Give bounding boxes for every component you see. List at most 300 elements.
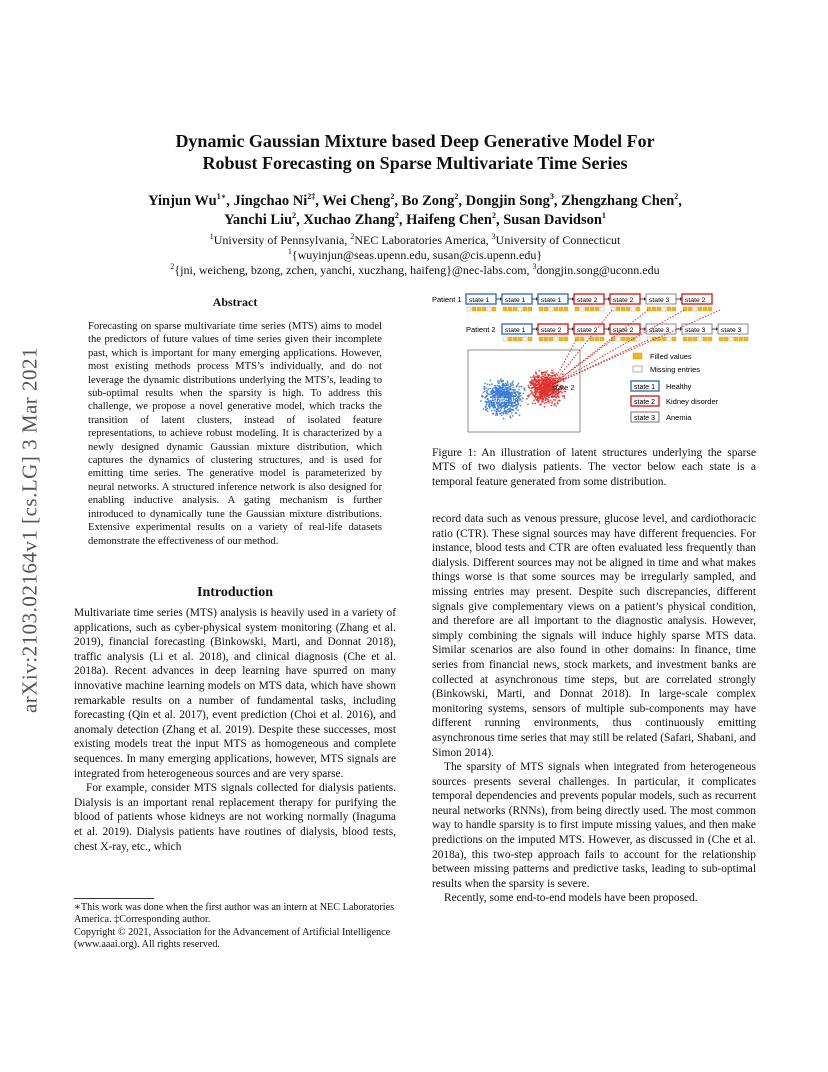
cluster-point	[562, 373, 564, 375]
cluster-point	[494, 410, 496, 412]
cluster-point	[547, 390, 549, 392]
filled-value-cell	[672, 307, 676, 311]
cluster-point	[480, 400, 482, 402]
missing-entry-cell	[693, 307, 697, 311]
cluster-point	[517, 384, 519, 386]
missing-entry-cell	[698, 337, 702, 341]
state-box-label: state 3	[649, 297, 670, 304]
patient-1-state-row	[466, 294, 712, 311]
author-name: Zhengzhang Chen	[561, 193, 675, 209]
filled-value-cell	[492, 307, 496, 311]
cluster-point	[538, 383, 540, 385]
cluster-point	[510, 410, 512, 412]
cluster-point	[562, 395, 564, 397]
cluster-point	[527, 385, 529, 387]
filled-value-cell	[549, 337, 553, 341]
state-box	[646, 324, 676, 334]
cluster-point	[498, 410, 500, 412]
affil-sup: 1	[209, 232, 214, 241]
legend-filled-label: Filled values	[650, 352, 692, 361]
cluster-point	[507, 405, 509, 407]
cluster-point	[497, 380, 499, 382]
cluster-point	[498, 392, 500, 394]
missing-entry-cell	[487, 307, 491, 311]
patient-2-state-row	[502, 324, 748, 341]
cluster-point	[483, 392, 485, 394]
cluster-point	[552, 372, 554, 374]
legend-state-3	[631, 412, 692, 422]
paragraph: For example, consider MTS signals collected for dialysis patients. Dialysis is an important renal replacement therapy for purifying the blood of patients whose kidneys are not working normally (Inaguma et al. 2019). Dialysis patients have routines of dialysis, blood tests, chest X-ray, etc., which	[74, 782, 396, 853]
filled-value-cell	[518, 337, 522, 341]
author-name: Wei Cheng	[322, 193, 391, 209]
cluster-point	[564, 397, 566, 399]
cluster-point	[507, 392, 509, 394]
author-name: Jingchao Ni	[233, 193, 308, 209]
cluster-point	[500, 380, 502, 382]
cluster-point	[489, 379, 491, 381]
cluster-point	[504, 405, 506, 407]
cluster-point	[540, 394, 542, 396]
copyright-note: Copyright © 2021, Association for the Advancement of Artificial Intelligence (www.aaai.org). All rights reserved.	[74, 926, 391, 951]
filled-value-cell	[739, 337, 743, 341]
cluster-point	[523, 393, 525, 395]
state-box-label: state 3	[649, 327, 670, 334]
cluster-point	[503, 389, 505, 391]
cluster-point	[512, 405, 514, 407]
affiliation-line-2	[90, 248, 740, 263]
cluster-point	[539, 389, 541, 391]
figure-1	[430, 290, 762, 435]
cluster-point	[546, 385, 548, 387]
state-box-label: state 3	[721, 327, 742, 334]
caption-text: Figure 1: An illustration of latent structures underlying the sparse MTS of two dialysis patients. The vector below each state is a temporal feature generated from some distribution.	[432, 447, 756, 488]
missing-entry-cell	[523, 337, 527, 341]
cluster-point	[552, 401, 554, 403]
cluster-point	[519, 386, 521, 388]
cluster-point	[487, 383, 489, 385]
cluster-point	[507, 384, 509, 386]
right-column-text	[432, 512, 756, 906]
cluster-point	[533, 395, 535, 397]
cluster-point	[540, 385, 542, 387]
cluster-point	[532, 376, 534, 378]
cluster-point	[546, 378, 548, 380]
cluster-point	[544, 380, 546, 382]
cluster-point	[518, 383, 520, 385]
cluster-point	[554, 403, 556, 405]
missing-entry-cell	[600, 307, 604, 311]
filled-value-cell	[595, 337, 599, 341]
filled-value-cell	[600, 337, 604, 341]
affil-sup: 2	[170, 262, 175, 271]
filled-value-cell	[652, 307, 656, 311]
missing-entry-cell	[503, 337, 507, 341]
filled-value-cell	[544, 337, 548, 341]
filled-value-cell	[693, 337, 697, 341]
cluster-point	[527, 404, 529, 406]
filled-value-cell	[719, 337, 723, 341]
filled-value-cell	[513, 307, 517, 311]
state-box-label: state 2	[613, 327, 634, 334]
cluster-point	[510, 384, 512, 386]
abstract-paragraph: Forecasting on sparse multivariate time series (MTS) aims to model the predictors of future values of time series given their incomplete past, which is important for many emerging applications. However, most existing methods process MTS’s individually, and do not leverage the dynamic distributions underlying the MTS’s, leading to sub-optimal results when the sparsity is high. To address this challenge, we propose a novel generative model, which tracks the transition of latent clusters, instead of isolated feature representations, to achieve robust modeling. It is characterized by a newly designed dynamic Gaussian mixture distribution, which captures the dynamics of clustering structures, and is used for emitting time series. The generative model is parameterized by neural networks. A structured inference network is also designed for enabling inductive analysis. A gating mechanism is further introduced to dynamically tune the Gaussian mixture distributions. Extensive experimental results on a variety of real-life datasets demonstrate the effectiveness of our method.	[88, 321, 382, 547]
cluster-point	[540, 396, 542, 398]
filled-value-cell	[575, 307, 579, 311]
cluster-point	[545, 397, 547, 399]
missing-entry-cell	[549, 307, 553, 311]
filled-value-cell	[508, 337, 512, 341]
cluster-label-state-1: state 1	[492, 395, 515, 404]
cluster-point	[503, 391, 505, 393]
state-box-label: state 2	[577, 327, 598, 334]
cluster-point	[533, 400, 535, 402]
legend-state-1-code: state 1	[634, 384, 656, 391]
filled-value-cell	[585, 307, 589, 311]
cluster-point	[548, 388, 550, 390]
filled-value-cell	[703, 337, 707, 341]
cluster-point	[486, 393, 488, 395]
legend-state-1-label: Healthy	[666, 382, 692, 391]
author-sup: 1∗	[216, 192, 227, 202]
cluster-point	[561, 392, 563, 394]
cluster-point	[497, 382, 499, 384]
cluster-point	[542, 374, 544, 376]
paragraph: Multivariate time series (MTS) analysis is heavily used in a variety of applications, such as cyber-physical system monitoring (Zhang et al. 2019), financial forecasting (Binkowski, Marti, and Donnat 2018), traffic analysis (Li et al. 2018), and clinical diagnosis (Che et al. 2018a). Recent advances in deep learning have spurred on many innovative machine learning models on MTS data, which have shown remarkable results on a number of fundamental tasks, including forecasting (Qin et al. 2017), event prediction (Choi et al. 2016), and anomaly detection (Zhang et al. 2019). Despite these successes, most existing models treat the input MTS as homogeneous and complete sequences. In many emerging applications, however, MTS signals are integrated from heterogeneous sources and are very sparse.	[74, 607, 396, 780]
cluster-point	[554, 374, 556, 376]
cluster-point	[534, 376, 536, 378]
patient-1-label: Patient 1	[432, 295, 462, 304]
state-box	[538, 324, 568, 334]
cluster-point	[540, 387, 542, 389]
filled-value-cell	[734, 337, 738, 341]
legend-state-2-code: state 2	[634, 399, 656, 406]
cluster-point	[550, 405, 552, 407]
footnote-note: ∗This work was done when the first author was an intern at NEC Laboratories America. ‡Corresponding author.	[74, 902, 395, 926]
author-name: Yanchi Liu	[224, 212, 293, 228]
cluster-point	[552, 375, 554, 377]
filled-value-cell	[528, 337, 532, 341]
author-sup: 2	[491, 211, 496, 221]
cluster-point	[528, 396, 530, 398]
cluster-point	[545, 394, 547, 396]
cluster-point	[488, 399, 490, 401]
cluster-point	[493, 392, 495, 394]
introduction-text	[74, 606, 396, 854]
filled-value-cell	[626, 337, 630, 341]
cluster-point	[489, 406, 491, 408]
cluster-point	[482, 396, 484, 398]
cluster-point	[503, 413, 505, 415]
filled-value-cell	[590, 307, 594, 311]
cluster-point	[552, 396, 554, 398]
state-box-label: state 3	[685, 327, 706, 334]
cluster-point	[540, 398, 542, 400]
cluster-point	[546, 370, 548, 372]
cluster-point	[547, 398, 549, 400]
filled-value-cell	[559, 307, 563, 311]
cluster-point	[547, 395, 549, 397]
filled-value-cell	[662, 337, 666, 341]
cluster-point	[536, 384, 538, 386]
cluster-point	[496, 412, 498, 414]
filled-value-cell	[688, 307, 692, 311]
cluster-point	[491, 405, 493, 407]
filled-value-cell	[523, 307, 527, 311]
cluster-point	[501, 407, 503, 409]
cluster-point	[487, 410, 489, 412]
filled-value-cell	[544, 307, 548, 311]
missing-entry-cell	[467, 307, 471, 311]
cluster-point	[545, 372, 547, 374]
cluster-point	[551, 393, 553, 395]
filled-value-cell	[477, 307, 481, 311]
affil-sup: 3	[491, 232, 496, 241]
cluster-point	[522, 397, 524, 399]
cluster-point	[555, 405, 557, 407]
cluster-point	[499, 380, 501, 382]
cluster-point	[502, 380, 504, 382]
affil-emails: dongjin.song@uconn.edu	[536, 263, 660, 277]
paragraph: record data such as venous pressure, glucose level, and cardiothoracic ratio (CTR). These signal sources may have different frequencies. For instance, blood tests and CTR are often evaluated less frequently than dialysis. Different sources may not be aligned in time and what makes things worse is that some sources may be irregularly sampled, and missing entries may present. Despite such discrepancies, different signals give complementary views on a patient’s physical condition, and therefore are all important to the diagnostic analysis. However, simply combining the signals will induce highly sparse MTS data. Similar scenarios are also found in other domains: In finance, time series from financial news, stock markets, and investment banks are collected at asynchronous time steps, but are correlated strongly (Binkowski, Marti, and Donnat 2018). In large-scale complex monitoring systems, sensors of multiple sub-components may have different running environments, thus continuously emitting asynchronous time series that may still be related (Safari, Shabani, and Simon 2014).	[432, 513, 756, 759]
author-name: Susan Davidson	[503, 212, 602, 228]
state-box	[538, 294, 568, 304]
legend-state-2-label: Kidney disorder	[666, 397, 719, 406]
cluster-point	[485, 387, 487, 389]
dotted-assignment-line	[552, 340, 612, 385]
cluster-point	[542, 372, 544, 374]
cluster-point	[528, 386, 530, 388]
state-box	[502, 294, 532, 304]
filled-value-cell	[539, 307, 543, 311]
filled-value-cell	[554, 307, 558, 311]
section-heading-introduction: Introduction	[197, 585, 273, 600]
missing-entry-cell	[667, 337, 671, 341]
filled-value-cell	[667, 307, 671, 311]
cluster-point	[497, 406, 499, 408]
cluster-point	[533, 392, 535, 394]
affil-sup: 1	[287, 247, 292, 256]
cluster-point	[544, 377, 546, 379]
filled-value-cell	[698, 307, 702, 311]
state-box	[718, 324, 748, 334]
cluster-point	[532, 402, 534, 404]
author-name: Xuchao Zhang	[303, 212, 395, 228]
filled-value-cell	[636, 307, 640, 311]
title-line-1: Dynamic Gaussian Mixture based Deep Generative Model For	[175, 131, 655, 151]
cluster-point	[484, 383, 486, 385]
cluster-point	[555, 392, 557, 394]
filled-value-cell	[672, 337, 676, 341]
cluster-point	[497, 408, 499, 410]
author-sup: 3	[549, 192, 554, 202]
cluster-point	[538, 376, 540, 378]
state-box-label: state 2	[613, 297, 634, 304]
author-name: Bo Zong	[401, 193, 455, 209]
cluster-point	[491, 383, 493, 385]
footnote-rule	[74, 898, 154, 899]
cluster-label-state-2: state 2	[552, 383, 575, 392]
missing-entry-cell	[662, 307, 666, 311]
patient-2-label: Patient 2	[466, 325, 496, 334]
author-sup: 2	[292, 211, 297, 221]
cluster-point	[489, 384, 491, 386]
cluster-point	[485, 407, 487, 409]
cluster-point	[543, 383, 545, 385]
dotted-assignment-line	[552, 310, 612, 385]
cluster-point	[484, 397, 486, 399]
state-box	[646, 294, 676, 304]
legend-missing-label: Missing entries	[650, 365, 701, 374]
cluster-point	[550, 379, 552, 381]
abstract-text	[88, 320, 382, 548]
filled-value-cell	[631, 337, 635, 341]
cluster-point	[515, 405, 517, 407]
cluster-point	[483, 408, 485, 410]
cluster-point	[491, 410, 493, 412]
filled-value-cell	[616, 307, 620, 311]
cluster-point	[520, 405, 522, 407]
cluster-point	[497, 414, 499, 416]
cluster-point	[535, 382, 537, 384]
legend-state-3-code: state 3	[634, 415, 656, 422]
cluster-point	[539, 370, 541, 372]
cluster-point	[495, 387, 497, 389]
cluster-point	[530, 377, 532, 379]
missing-entry-cell	[636, 337, 640, 341]
cluster-point	[486, 390, 488, 392]
footnote	[74, 898, 396, 952]
missing-entry-cell	[631, 307, 635, 311]
cluster-point	[493, 413, 495, 415]
cluster-point	[507, 382, 509, 384]
cluster-point	[512, 415, 514, 417]
cluster-point	[517, 409, 519, 411]
cluster-point	[563, 395, 565, 397]
cluster-point	[516, 386, 518, 388]
cluster-point	[542, 380, 544, 382]
state-box	[682, 294, 712, 304]
cluster-point	[545, 382, 547, 384]
cluster-point	[543, 389, 545, 391]
cluster-point	[532, 387, 534, 389]
cluster-point	[544, 406, 546, 408]
missing-entry-cell	[554, 337, 558, 341]
cluster-point	[516, 406, 518, 408]
cluster-point	[556, 395, 558, 397]
author-sup: 2‡	[307, 192, 316, 202]
cluster-point	[538, 394, 540, 396]
cluster-point	[546, 402, 548, 404]
cluster-point	[550, 377, 552, 379]
cluster-point	[535, 373, 537, 375]
cluster-point	[488, 405, 490, 407]
cluster-point	[553, 377, 555, 379]
cluster-point	[529, 381, 531, 383]
cluster-point	[551, 370, 553, 372]
cluster-point	[542, 397, 544, 399]
state-box-label: state 1	[541, 297, 562, 304]
cluster-point	[487, 388, 489, 390]
affiliation-line-1	[90, 233, 740, 248]
filled-value-cell	[621, 307, 625, 311]
cluster-point	[513, 387, 515, 389]
filled-value-cell	[688, 337, 692, 341]
filled-value-cell	[503, 307, 507, 311]
filled-value-cell	[580, 337, 584, 341]
affiliations	[90, 233, 740, 278]
cluster-point	[509, 392, 511, 394]
cluster-point	[492, 390, 494, 392]
cluster-point	[511, 383, 513, 385]
cluster-point	[514, 392, 516, 394]
cluster-point	[499, 387, 501, 389]
cluster-point	[541, 376, 543, 378]
cluster-point	[543, 379, 545, 381]
cluster-point	[542, 399, 544, 401]
cluster-point	[501, 415, 503, 417]
cluster-point	[534, 403, 536, 405]
cluster-point	[503, 384, 505, 386]
cluster-point	[515, 400, 517, 402]
cluster-point	[521, 386, 523, 388]
cluster-point	[519, 398, 521, 400]
state-box	[610, 324, 640, 334]
cluster-point	[538, 380, 540, 382]
cluster-point	[512, 380, 514, 382]
cluster-point	[500, 413, 502, 415]
state-box	[574, 324, 604, 334]
cluster-point	[515, 408, 517, 410]
cluster-point	[548, 383, 550, 385]
cluster-point	[506, 412, 508, 414]
author-sup: 2	[454, 192, 459, 202]
filled-value-cell	[657, 307, 661, 311]
author-sup: 2	[674, 192, 679, 202]
cluster-point	[539, 404, 541, 406]
cluster-point	[519, 414, 521, 416]
state-box-label: state 1	[505, 297, 526, 304]
cluster-point	[534, 387, 536, 389]
cluster-point	[485, 401, 487, 403]
filled-value-cell	[472, 307, 476, 311]
filled-value-cell	[708, 337, 712, 341]
cluster-point	[505, 388, 507, 390]
state-box	[502, 324, 532, 334]
affil-text: University of Pennsylvania,	[213, 233, 351, 247]
legend-missing-swatch	[633, 366, 642, 372]
author-sup: 2	[390, 192, 395, 202]
missing-entry-cell	[729, 337, 733, 341]
cluster-point	[524, 387, 526, 389]
cluster-point	[495, 414, 497, 416]
affil-emails: {wuyinjun@seas.upenn.edu, susan@cis.upenn.edu}	[291, 248, 543, 262]
cluster-point	[489, 394, 491, 396]
filled-value-cell	[482, 307, 486, 311]
cluster-point	[532, 383, 534, 385]
affil-text: University of Connecticut	[495, 233, 621, 247]
cluster-point	[518, 389, 520, 391]
dotted-assignment-line	[552, 310, 648, 385]
cluster-point	[533, 380, 535, 382]
cluster-point	[509, 415, 511, 417]
cluster-point	[517, 401, 519, 403]
title-line-2: Robust Forecasting on Sparse Multivariate Time Series	[202, 153, 628, 173]
author-list: Yinjun $Wu^{1∗}$, Jingchao $Ni^{2\ddagger}$, Wei Cheng$^2$, Bo Zong$^2$, Dongjin Song$^3$, Zhengzhang Chen$^2$, Yanchi Liu$^2$, Xuchao Zhang$^2$, Haifeng Chen$^2$, Susan Davidson$^1$	[148, 192, 682, 228]
author-sup: 1	[601, 211, 606, 221]
filled-value-cell	[564, 307, 568, 311]
cluster-point	[504, 410, 506, 412]
cluster-point	[549, 385, 551, 387]
